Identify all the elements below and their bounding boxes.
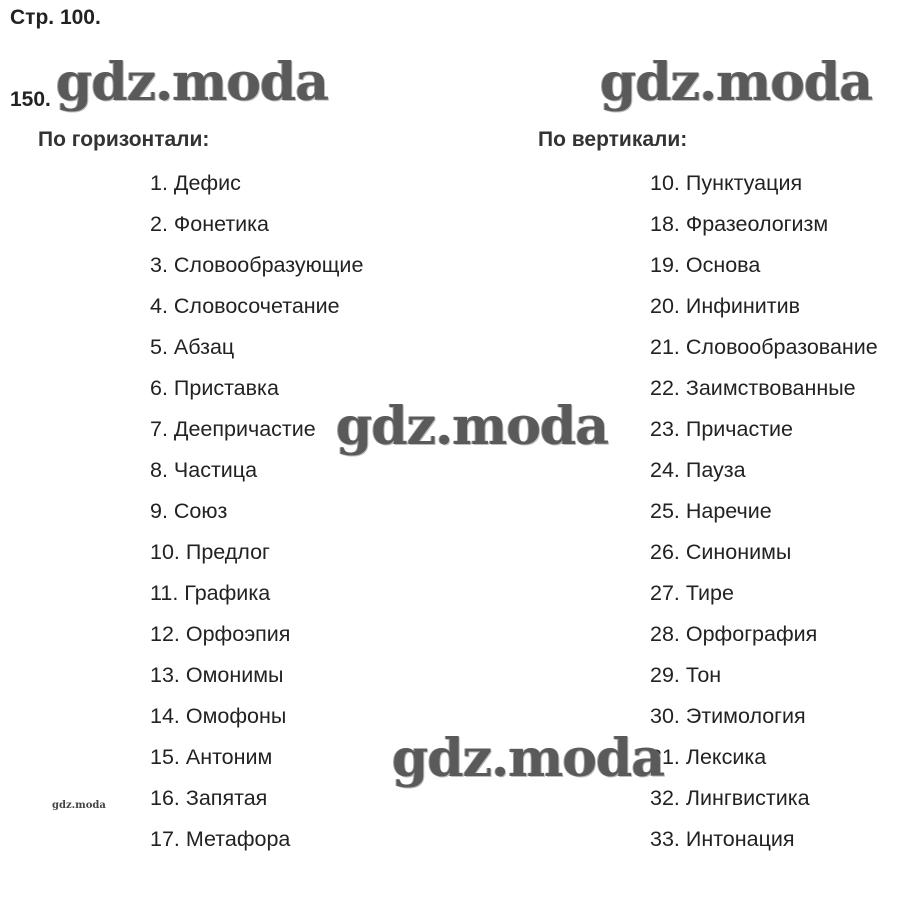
answer-item: 19. Основа (650, 253, 761, 277)
answer-item: 27. Тире (650, 581, 734, 605)
watermark: gdz.moda (56, 52, 329, 113)
answer-item: 13. Омонимы (150, 663, 284, 687)
answer-item: 21. Словообразование (650, 335, 878, 359)
answer-item: 20. Инфинитив (650, 294, 801, 318)
exercise-number: 150. (10, 88, 51, 111)
answer-item: 8. Частица (150, 458, 258, 482)
horizontal-answer-list (150, 166, 363, 863)
answer-item: 10. Предлог (150, 540, 270, 564)
vertical-answer-list (650, 166, 878, 863)
answer-item: 15. Антоним (150, 745, 273, 769)
answer-item: 33. Интонация (650, 827, 795, 851)
answer-item: 17. Метафора (150, 827, 291, 851)
answer-item: 30. Этимология (650, 704, 806, 728)
vertical-heading: По вертикали: (538, 128, 688, 151)
page-header: Стр. 100. (10, 6, 101, 29)
answer-item: 29. Тон (650, 663, 722, 687)
answer-item: 1. Дефис (150, 171, 241, 195)
answer-item: 3. Словообразующие (150, 253, 364, 277)
answer-item: 26. Синонимы (650, 540, 792, 564)
answer-item: 9. Союз (150, 499, 228, 523)
answer-item: 4. Словосочетание (150, 294, 340, 318)
answer-item: 7. Деепричастие (150, 417, 316, 441)
horizontal-heading: По горизонтали: (38, 128, 210, 151)
answer-item: 31. Лексика (650, 745, 767, 769)
answer-item: 23. Причастие (650, 417, 794, 441)
answer-item: 2. Фонетика (150, 212, 270, 236)
answer-item: 5. Абзац (150, 335, 235, 359)
answer-item: 18. Фразеологизм (650, 212, 829, 236)
answer-item: 10. Пунктуация (650, 171, 803, 195)
answer-item: 16. Запятая (150, 786, 268, 810)
answer-item: 24. Пауза (650, 458, 746, 482)
answer-item: 25. Наречие (650, 499, 772, 523)
answer-item: 6. Приставка (150, 376, 279, 400)
watermark: gdz.moda (392, 728, 665, 789)
answer-item: 32. Лингвистика (650, 786, 810, 810)
answer-item: 14. Омофоны (150, 704, 287, 728)
answer-item: 22. Заимствованные (650, 376, 856, 400)
watermark: gdz.moda (336, 396, 609, 457)
answer-item: 12. Орфоэпия (150, 622, 291, 646)
answer-item: 11. Графика (150, 581, 271, 605)
answer-item: 28. Орфография (650, 622, 818, 646)
watermark: gdz.moda (52, 800, 106, 811)
watermark: gdz.moda (600, 52, 873, 113)
